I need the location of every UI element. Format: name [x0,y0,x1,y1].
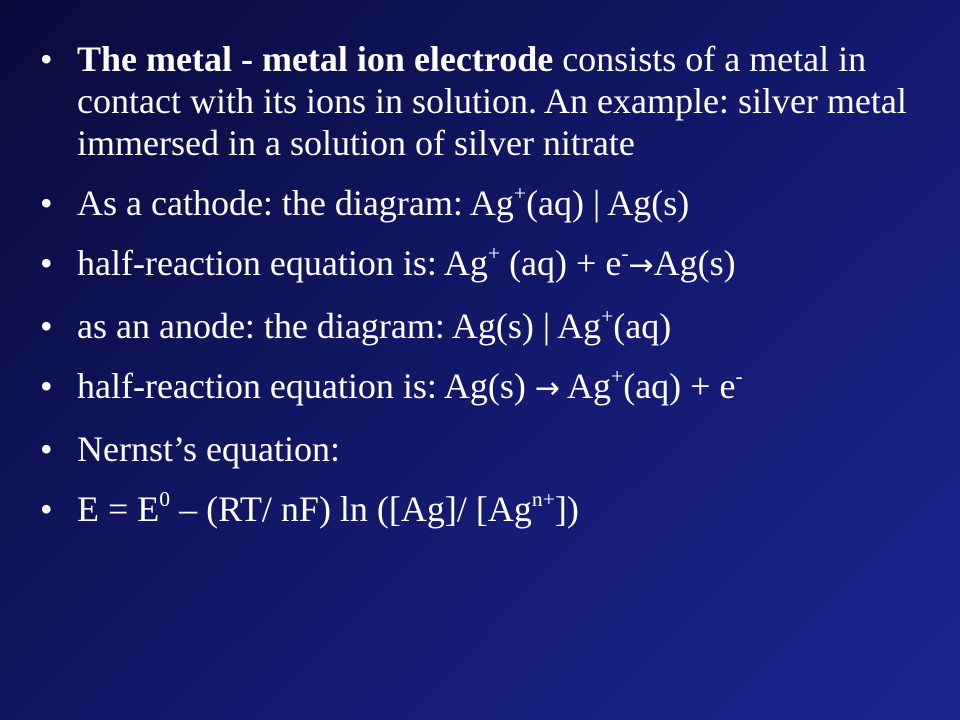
superscript: 0 [159,486,171,511]
bullet-dot: • [40,429,53,469]
bullet-nernst-heading [40,428,920,470]
bold-term: The metal - metal ion electrode [77,39,554,79]
text-part: As a cathode: the diagram: Ag [77,183,514,223]
bullet-text: Nernst’s equation: [77,429,340,469]
bullet-list [40,38,920,548]
superscript: + [513,180,527,205]
right-arrow-icon: → [628,248,654,283]
bullet-dot: • [40,366,53,406]
bullet-text [77,303,672,346]
bullet-anode-half-reaction [40,365,920,410]
bullet-text [77,240,736,283]
text-part: E = E [77,489,160,529]
superscript: n+ [531,486,555,511]
text-part: half-reaction equation is: Ag(s) [77,366,535,406]
superscript: + [487,240,501,265]
text-part: (aq) | Ag(s) [526,183,690,223]
text-part: Ag(s) [653,243,736,283]
bullet-electrode-definition [40,38,920,164]
bullet-dot: • [40,489,53,529]
bullet-dot: • [40,183,53,223]
bullet-cathode-diagram [40,182,920,224]
text-part: Ag [560,366,612,406]
bullet-text [77,180,690,223]
bullet-nernst-equation [40,488,920,530]
text-part: ]) [554,489,579,529]
bullet-dot: • [40,243,53,283]
bullet-text [77,39,907,163]
definition-text: consists of a metal in contact with its ions in solution. An example: silver metal immersed in a solution of silver nitrate [77,39,907,163]
text-part: half-reaction equation is: Ag [77,243,488,283]
text-part: (aq) + e [500,243,622,283]
bullet-text [77,363,743,406]
bullet-anode-diagram [40,305,920,347]
superscript: - [735,363,743,388]
text-part: (aq) [613,306,672,346]
text-part: as an anode: the diagram: Ag(s) | Ag [77,306,602,346]
text-part: (aq) + e [623,366,736,406]
superscript: + [601,303,614,328]
bullet-dot: • [40,39,53,79]
text-part: – (RT/ nF) ln ([Ag]/ [Ag [170,489,532,529]
bullet-dot: • [40,306,53,346]
superscript: + [611,363,624,388]
bullet-text [77,486,579,529]
superscript: - [621,240,629,265]
bullet-cathode-half-reaction [40,242,920,287]
right-arrow-icon: → [534,371,560,406]
